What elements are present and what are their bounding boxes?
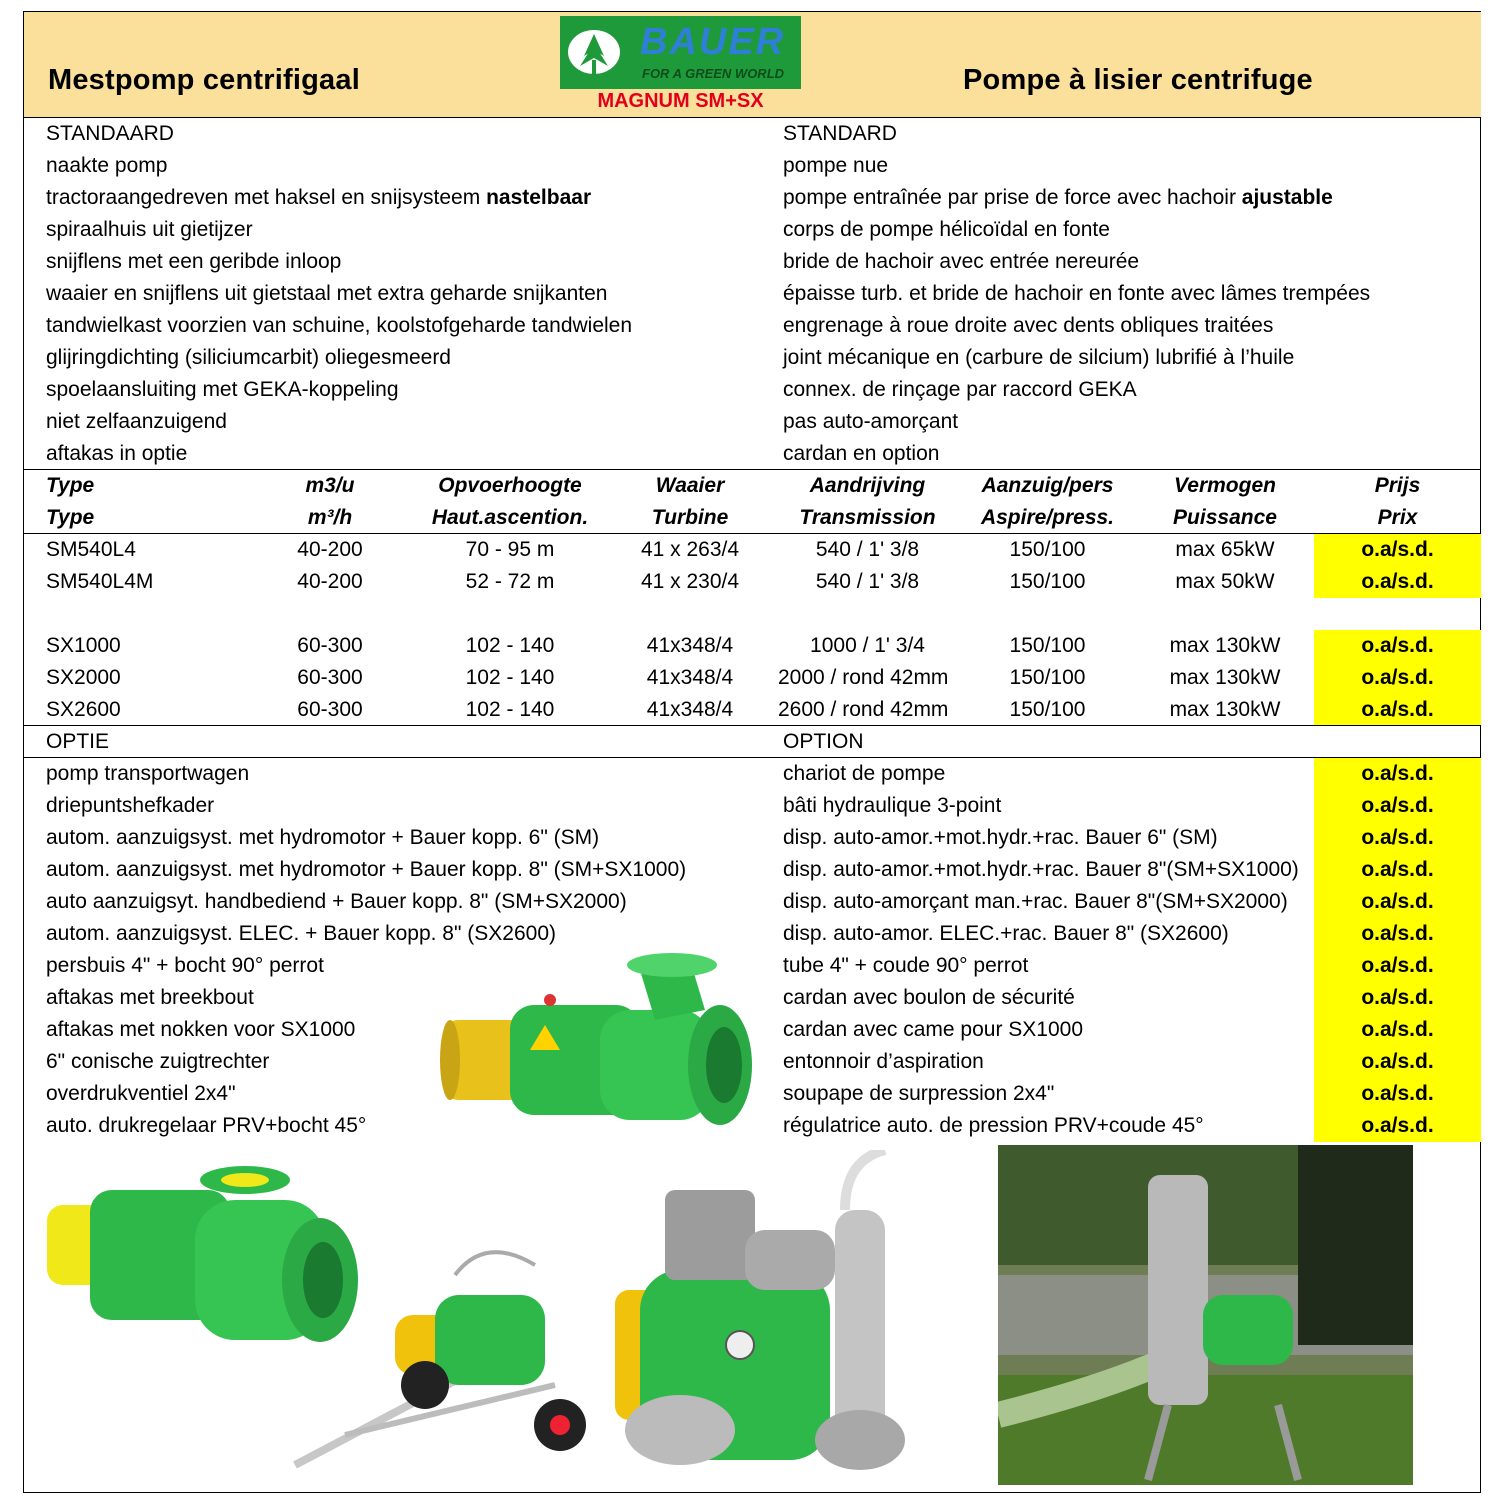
model-name: MAGNUM SM+SX [597,90,764,112]
cell-drive: 2000 / rond 42mm [778,666,949,689]
standard-item-fr: pompe entraînée par prise de force avec hachoir ajustable [783,186,1333,209]
standard-item-fr: corps de pompe hélicoïdal en fonte [783,218,1110,241]
pump-assembly-image [595,1150,940,1480]
option-item-fr: cardan avec boulon de sécurité [783,986,1075,1009]
pump-field-photo [998,1145,1413,1485]
standard-item-nl: snijflens met een geribde inloop [46,250,342,273]
option-item-nl: driepuntshefkader [46,794,215,817]
option-heading-fr: OPTION [783,730,864,753]
standard-item-nl: waaier en snijflens uit gietstaal met extra geharde snijkanten [46,282,608,305]
option-item-nl: aftakas met nokken voor SX1000 [46,1018,356,1041]
option-item-nl: autom. aanzuigsyst. ELEC. + Bauer kopp. 8" (SX2600) [46,922,556,945]
standard-item-fr: engrenage à roue droite avec dents obliques traitées [783,314,1274,337]
cell-flow: 60-300 [297,698,363,721]
col-header-drive: Aandrijving [809,474,926,497]
option-price-cell: o.a/s.d. [1314,982,1481,1014]
standard-item-nl: glijringdichting (siliciumcarbit) oliegesmeerd [46,346,451,369]
option-item-fr: régulatrice auto. de pression PRV+coude 45° [783,1114,1204,1137]
col-header-power-fr: Puissance [1173,506,1277,529]
cell-power: max 130kW [1169,698,1281,721]
option-item-nl: aftakas met breekbout [46,986,254,1009]
standard-item-fr: bride de hachoir avec entrée nereurée [783,250,1140,273]
pump-image-1 [440,950,760,1150]
cell-drive: 540 / 1' 3/8 [815,538,920,561]
cell-head: 102 - 140 [465,698,555,721]
title-fr: Pompe à lisier centrifuge [963,64,1313,96]
option-item-nl: auto. drukregelaar PRV+bocht 45° [46,1114,367,1137]
option-item-fr: disp. auto-amorçant man.+rac. Bauer 8"(SM+SX2000) [783,890,1288,913]
standard-item-nl: tandwielkast voorzien van schuine, koolstofgeharde tandwielen [46,314,633,337]
standard-item-nl: tractoraangedreven met haksel en snijsysteem nastelbaar [46,186,592,209]
cell-type: SX1000 [46,634,121,657]
option-item-nl: pomp transportwagen [46,762,250,785]
option-price-cell: o.a/s.d. [1314,918,1481,950]
col-header-ports-fr: Aspire/press. [980,506,1115,529]
option-item-fr: disp. auto-amor. ELEC.+rac. Bauer 8" (SX2600) [783,922,1229,945]
standard-item-fr: joint mécanique en (carbure de silcium) lubrifié à l’huile [783,346,1295,369]
option-item-fr: entonnoir d’aspiration [783,1050,984,1073]
option-item-nl: overdrukventiel 2x4" [46,1082,236,1105]
cell-head: 70 - 95 m [465,538,555,561]
price-cell: o.a/s.d. [1314,694,1481,726]
cell-ports: 150/100 [1009,698,1086,721]
col-header-turbine-fr: Turbine [651,506,729,529]
option-item-nl: persbuis 4" + bocht 90° perrot [46,954,324,977]
price-cell: o.a/s.d. [1314,534,1481,566]
cell-type: SX2000 [46,666,121,689]
standard-item-fr: pompe nue [783,154,889,177]
cell-head: 52 - 72 m [465,570,555,593]
col-header-type: Type [46,474,95,497]
divider [24,725,1481,726]
cell-type: SX2600 [46,698,121,721]
option-price-cell: o.a/s.d. [1314,758,1481,790]
price-cell: o.a/s.d. [1314,630,1481,662]
standard-heading-nl: STANDAARD [46,122,174,145]
col-header-power: Vermogen [1174,474,1276,497]
cell-power: max 50kW [1175,570,1275,593]
logo-brand: BAUER [640,21,786,63]
price-cell: o.a/s.d. [1314,566,1481,598]
option-price-cell: o.a/s.d. [1314,1078,1481,1110]
cell-ports: 150/100 [1009,634,1086,657]
cell-flow: 40-200 [297,570,363,593]
option-item-fr: disp. auto-amor.+mot.hydr.+rac. Bauer 6" (SM) [783,826,1218,849]
option-item-fr: cardan avec came pour SX1000 [783,1018,1084,1041]
option-item-nl: auto aanzuigsyt. handbediend + Bauer kopp. 8" (SM+SX2000) [46,890,627,913]
bauer-logo [560,16,801,89]
option-price-cell: o.a/s.d. [1314,886,1481,918]
cell-turbine: 41x348/4 [646,666,734,689]
option-price-cell: o.a/s.d. [1314,822,1481,854]
option-price-cell: o.a/s.d. [1314,1110,1481,1142]
option-heading-nl: OPTIE [46,730,110,753]
standard-item-nl: niet zelfaanzuigend [46,410,227,433]
cell-turbine: 41 x 230/4 [640,570,740,593]
cell-head: 102 - 140 [465,634,555,657]
cell-turbine: 41 x 263/4 [640,538,740,561]
option-item-fr: disp. auto-amor.+mot.hydr.+rac. Bauer 8"(SM+SX1000) [783,858,1299,881]
pump-trolley-image [285,1235,605,1480]
cell-turbine: 41x348/4 [646,634,734,657]
standard-item-fr: pas auto-amorçant [783,410,959,433]
cell-head: 102 - 140 [465,666,555,689]
col-header-flow: m3/u [305,474,355,497]
col-header-price-fr: Prix [1377,506,1418,529]
standard-item-fr: cardan en option [783,442,940,465]
col-header-flow-fr: m³/h [307,506,353,529]
col-header-type-fr: Type [46,506,95,529]
col-header-ports: Aanzuig/pers [981,474,1114,497]
standard-item-fr: connex. de rinçage par raccord GEKA [783,378,1137,401]
cell-type: SM540L4M [46,570,154,593]
col-header-price: Prijs [1374,474,1421,497]
price-cell: o.a/s.d. [1314,662,1481,694]
logo-tagline: FOR A GREEN WORLD [642,66,785,81]
tree-icon [566,26,622,82]
cell-ports: 150/100 [1009,538,1086,561]
cell-power: max 130kW [1169,634,1281,657]
option-price-cell: o.a/s.d. [1314,1014,1481,1046]
option-item-fr: chariot de pompe [783,762,946,785]
standard-item-nl: spoelaansluiting met GEKA-koppeling [46,378,399,401]
cell-drive: 1000 / 1' 3/4 [810,634,925,657]
cell-turbine: 41x348/4 [646,698,734,721]
standard-item-nl: spiraalhuis uit gietijzer [46,218,253,241]
cell-drive: 540 / 1' 3/8 [815,570,920,593]
cell-flow: 60-300 [297,634,363,657]
option-price-cell: o.a/s.d. [1314,950,1481,982]
col-header-turbine: Waaier [655,474,725,497]
cell-drive: 2600 / rond 42mm [778,698,949,721]
option-item-fr: soupape de surpression 2x4" [783,1082,1055,1105]
cell-power: max 130kW [1169,666,1281,689]
standard-item-nl: naakte pomp [46,154,168,177]
title-nl: Mestpomp centrifigaal [48,64,360,96]
cell-power: max 65kW [1175,538,1275,561]
option-price-cell: o.a/s.d. [1314,854,1481,886]
standard-heading-fr: STANDARD [783,122,897,145]
option-item-nl: autom. aanzuigsyst. met hydromotor + Bauer kopp. 8" (SM+SX1000) [46,858,687,881]
col-header-head-fr: Haut.ascention. [431,506,589,529]
cell-ports: 150/100 [1009,570,1086,593]
option-price-cell: o.a/s.d. [1314,790,1481,822]
col-header-drive-fr: Transmission [799,506,936,529]
col-header-head: Opvoerhoogte [438,474,582,497]
option-item-fr: tube 4" + coude 90° perrot [783,954,1029,977]
option-item-fr: bâti hydraulique 3-point [783,794,1002,817]
cell-ports: 150/100 [1009,666,1086,689]
cell-flow: 40-200 [297,538,363,561]
cell-flow: 60-300 [297,666,363,689]
standard-item-fr: épaisse turb. et bride de hachoir en fonte avec lâmes trempées [783,282,1371,305]
option-item-nl: autom. aanzuigsyst. met hydromotor + Bauer kopp. 6" (SM) [46,826,600,849]
option-item-nl: 6" conische zuigtrechter [46,1050,270,1073]
standard-item-nl: aftakas in optie [46,442,188,465]
cell-type: SM540L4 [46,538,136,561]
option-price-cell: o.a/s.d. [1314,1046,1481,1078]
